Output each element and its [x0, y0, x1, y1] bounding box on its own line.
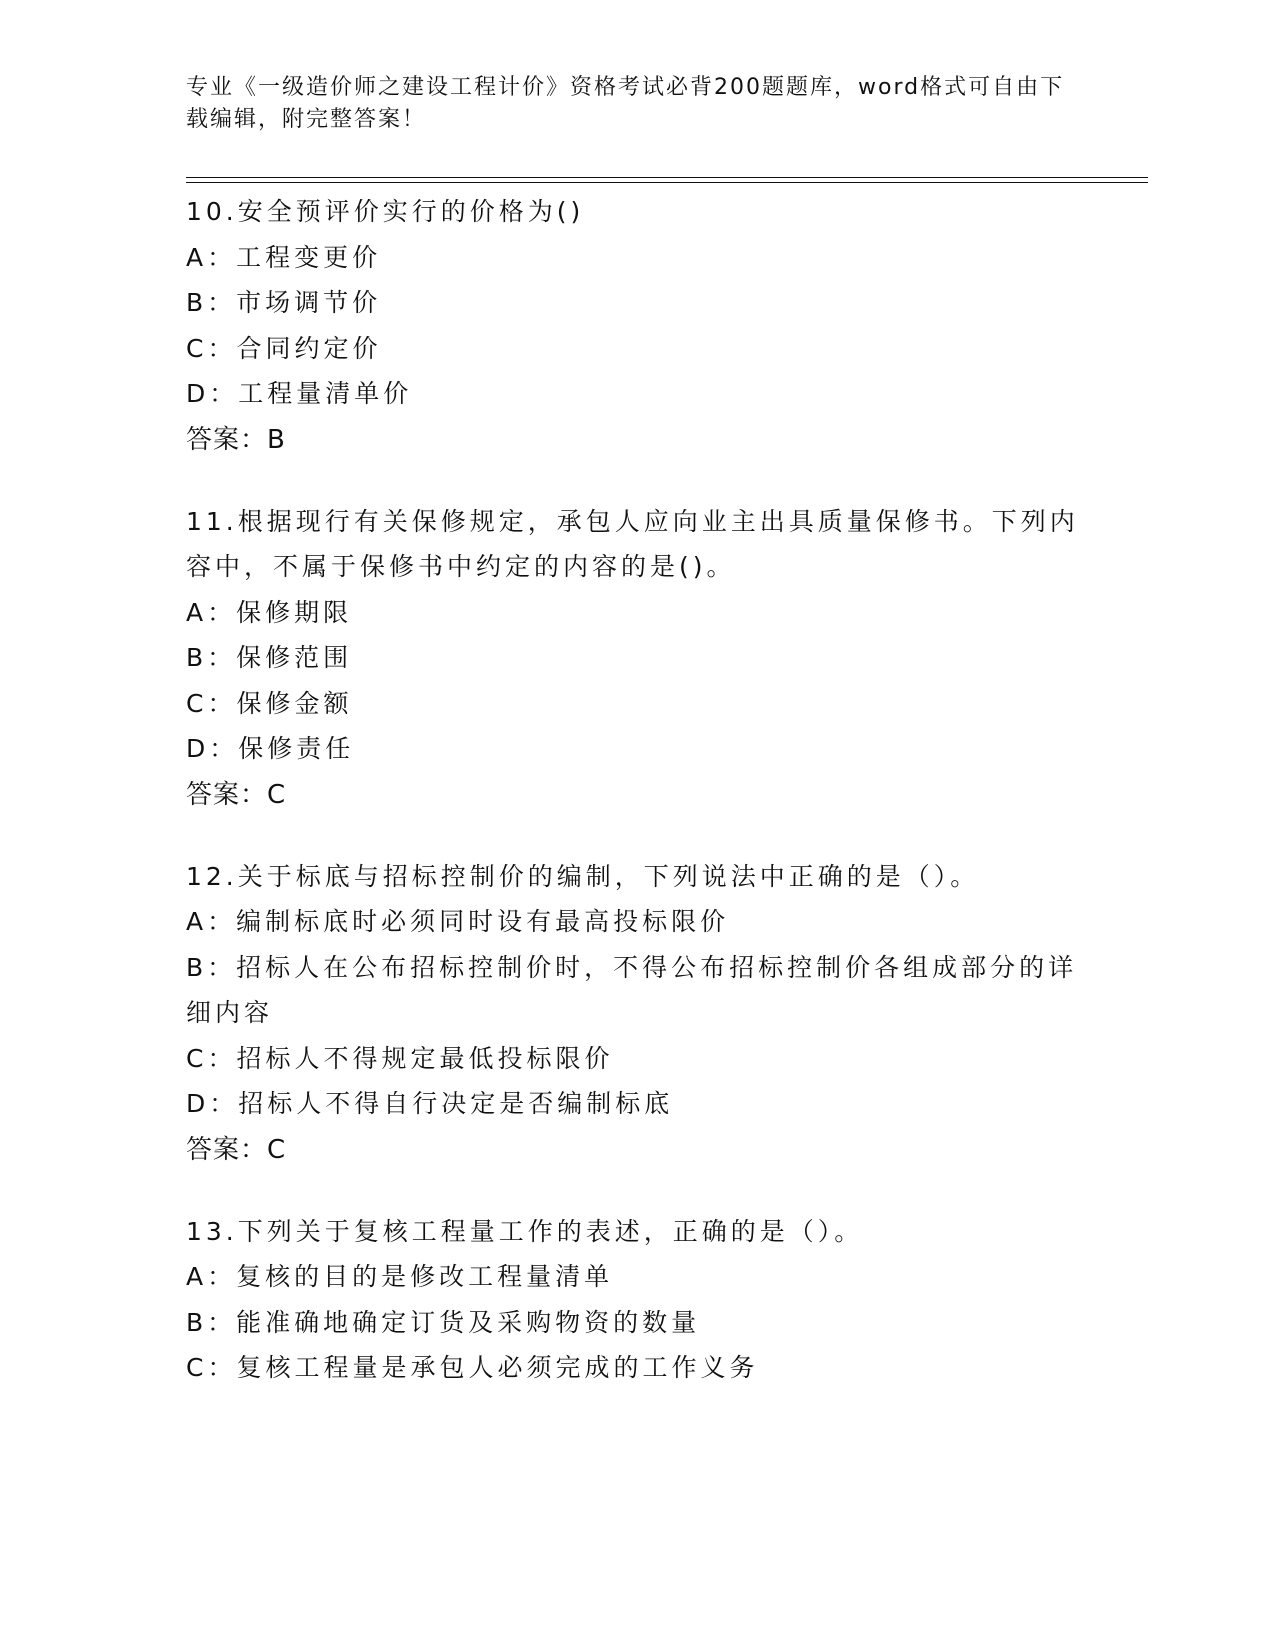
option-d: D：招标人不得自行决定是否编制标底 — [186, 1089, 674, 1118]
answer-line: 答案：B — [186, 424, 286, 455]
header-divider-bottom — [186, 182, 1148, 183]
option-b: B：招标人在公布招标控制价时，不得公布招标控制价各组成部分的详细内容 — [186, 952, 1078, 1027]
option-c: C：合同约定价 — [186, 333, 382, 363]
option-c: C：复核工程量是承包人必须完成的工作义务 — [186, 1353, 759, 1382]
question-stem: 10.安全预评价实行的价格为() — [186, 197, 585, 226]
question-stem: 11.根据现行有关保修规定，承包人应向业主出具质量保修书。下列内容中，不属于保修书中约定的内容的是()。 — [186, 506, 1079, 581]
option-b: B：市场调节价 — [186, 288, 382, 317]
question-12 — [186, 854, 1086, 1173]
question-11 — [186, 499, 1086, 818]
option-a: A：保修期限 — [186, 597, 353, 627]
option-b: B：保修范围 — [186, 643, 353, 672]
document-header: 专业《一级造价师之建设工程计价》资格考试必背200题题库，word格式可自由下载编辑，附完整答案！ — [186, 75, 1065, 132]
option-c: C：招标人不得规定最低投标限价 — [186, 1043, 614, 1073]
question-stem: 13.下列关于复核工程量工作的表述，正确的是（）。 — [186, 1216, 864, 1246]
answer-line: 答案：C — [186, 779, 287, 810]
option-b: B：能准确地确定订货及采购物资的数量 — [186, 1307, 701, 1337]
question-stem: 12.关于标底与招标控制价的编制，下列说法中正确的是（）。 — [186, 861, 980, 891]
option-a: A：工程变更价 — [186, 242, 382, 272]
option-d: D：保修责任 — [186, 734, 355, 763]
question-10 — [186, 189, 1086, 463]
question-13 — [186, 1209, 1086, 1391]
option-a: A：复核的目的是修改工程量清单 — [186, 1262, 614, 1291]
option-c: C：保修金额 — [186, 688, 353, 718]
answer-line: 答案：C — [186, 1134, 287, 1165]
option-a: A：编制标底时必须同时设有最高投标限价 — [186, 907, 730, 936]
question-list — [186, 189, 1086, 1427]
option-d: D：工程量清单价 — [186, 379, 413, 408]
header-divider-top — [186, 177, 1148, 178]
